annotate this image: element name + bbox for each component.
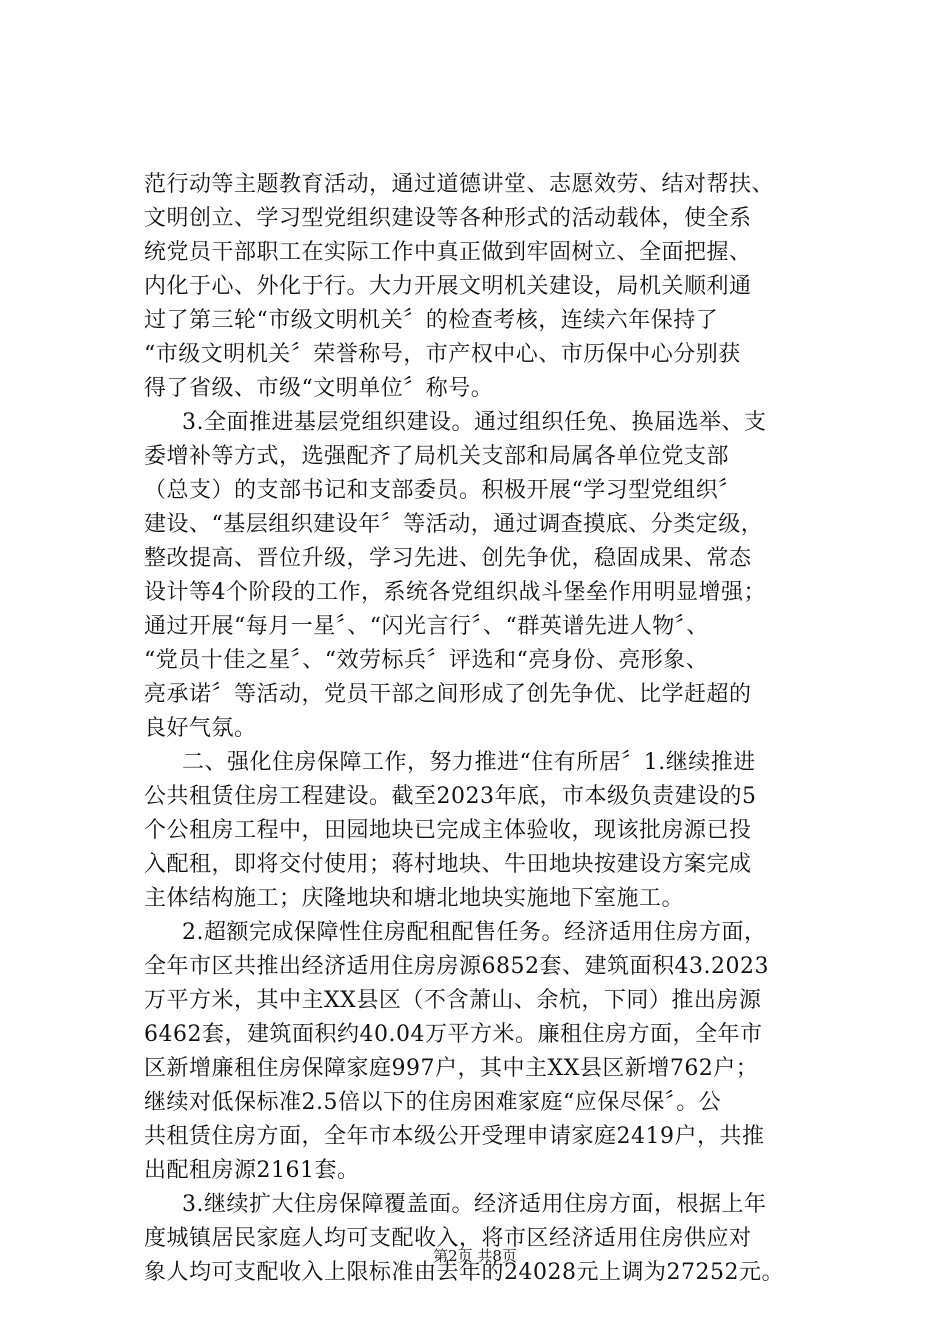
text-line: 度城镇居民家庭人均可支配收入，将市区经济适用住房供应对	[144, 1226, 752, 1251]
text-line: 整改提高、晋位升级，学习先进、创先争优，稳固成果、常态	[144, 546, 752, 571]
text-line: 通过开展“每月一星〞、“闪光言行〞、“群英谱先进人物〞、	[144, 614, 709, 639]
text-line: 设计等4个阶段的工作，系统各党组织战斗堡垒作用明显增强；	[144, 580, 766, 605]
text-line: 公共租赁住房工程建设。截至2023年底，市本级负责建设的5	[144, 784, 757, 809]
text-line: 象人均可支配收入上限标准由去年的24028元上调为27252元。	[144, 1260, 784, 1285]
text-line: 文明创立、学习型党组织建设等各种形式的活动载体，使全系	[144, 206, 752, 231]
text-line: 共租赁住房方面，全年市本级公开受理申请家庭2419户，共推	[144, 1124, 765, 1149]
text-line: 区新增廉租住房保障家庭997户，其中主XX县区新增762户；	[144, 1056, 759, 1081]
text-line: 良好气氛。	[144, 716, 257, 741]
text-line: 建设、“基层组织建设年〞等活动，通过调查摸底、分类定级，	[144, 512, 764, 537]
text-line: 出配租房源2161套。	[144, 1158, 360, 1183]
text-line: （总支）的支部书记和支部委员。积极开展“学习型党组织〞	[144, 478, 741, 503]
text-line: 内化于心、外化于行。大力开展文明机关建设，局机关顺利通	[144, 274, 752, 299]
text-line: “市级文明机关〞荣誉称号，市产权中心、市历保中心分别获	[144, 342, 741, 367]
text-line: 范行动等主题教育活动，通过道德讲堂、志愿效劳、结对帮扶、	[144, 172, 775, 197]
text-line: “党员十佳之星〞、“效劳标兵〞评选和“亮身份、亮形象、	[144, 648, 709, 673]
text-line: 全年市区共推出经济适用住房房源6852套、建筑面积43.2023	[144, 954, 769, 979]
text-line: 亮承诺〞等活动，党员干部之间形成了创先争优、比学赶超的	[144, 682, 752, 707]
text-line-paragraph-start: 3.全面推进基层党组织建设。通过组织任免、换届选举、支	[182, 410, 767, 435]
text-line: 委增补等方式，选强配齐了局机关支部和局属各单位党支部	[144, 444, 730, 469]
section-heading-line: 二、强化住房保障工作，努力推进“住有所居〞1.继续推进	[182, 750, 756, 775]
text-line: 个公租房工程中，田园地块已完成主体验收，现该批房源已投	[144, 818, 752, 843]
text-line: 得了省级、市级“文明单位〞称号。	[144, 376, 494, 401]
text-line: 统党员干部职工在实际工作中真正做到牢固树立、全面把握、	[144, 240, 752, 265]
text-line: 过了第三轮“市级文明机关〞的检查考核，连续六年保持了	[144, 308, 719, 333]
document-body	[144, 168, 834, 1290]
page-footer	[0, 1246, 950, 1266]
text-line-paragraph-start: 2.超额完成保障性住房配租配售任务。经济适用住房方面，	[182, 920, 767, 945]
text-line: 6462套，建筑面积约40.04万平方米。廉租住房方面，全年市	[144, 1022, 763, 1047]
text-line-paragraph-start: 3.继续扩大住房保障覆盖面。经济适用住房方面，根据上年	[182, 1192, 767, 1217]
text-line: 继续对低保标准2.5倍以下的住房困难家庭“应保尽保〞。公	[144, 1090, 722, 1115]
text-line: 万平方米，其中主XX县区（不含萧山、余杭，下同）推出房源	[144, 988, 762, 1013]
text-line: 主体结构施工；庆隆地块和塘北地块实施地下室施工。	[144, 886, 685, 911]
text-line: 入配租，即将交付使用；蒋村地块、牛田地块按建设方案完成	[144, 852, 752, 877]
page-number-indicator: 第2页 共8页	[433, 1247, 517, 1265]
